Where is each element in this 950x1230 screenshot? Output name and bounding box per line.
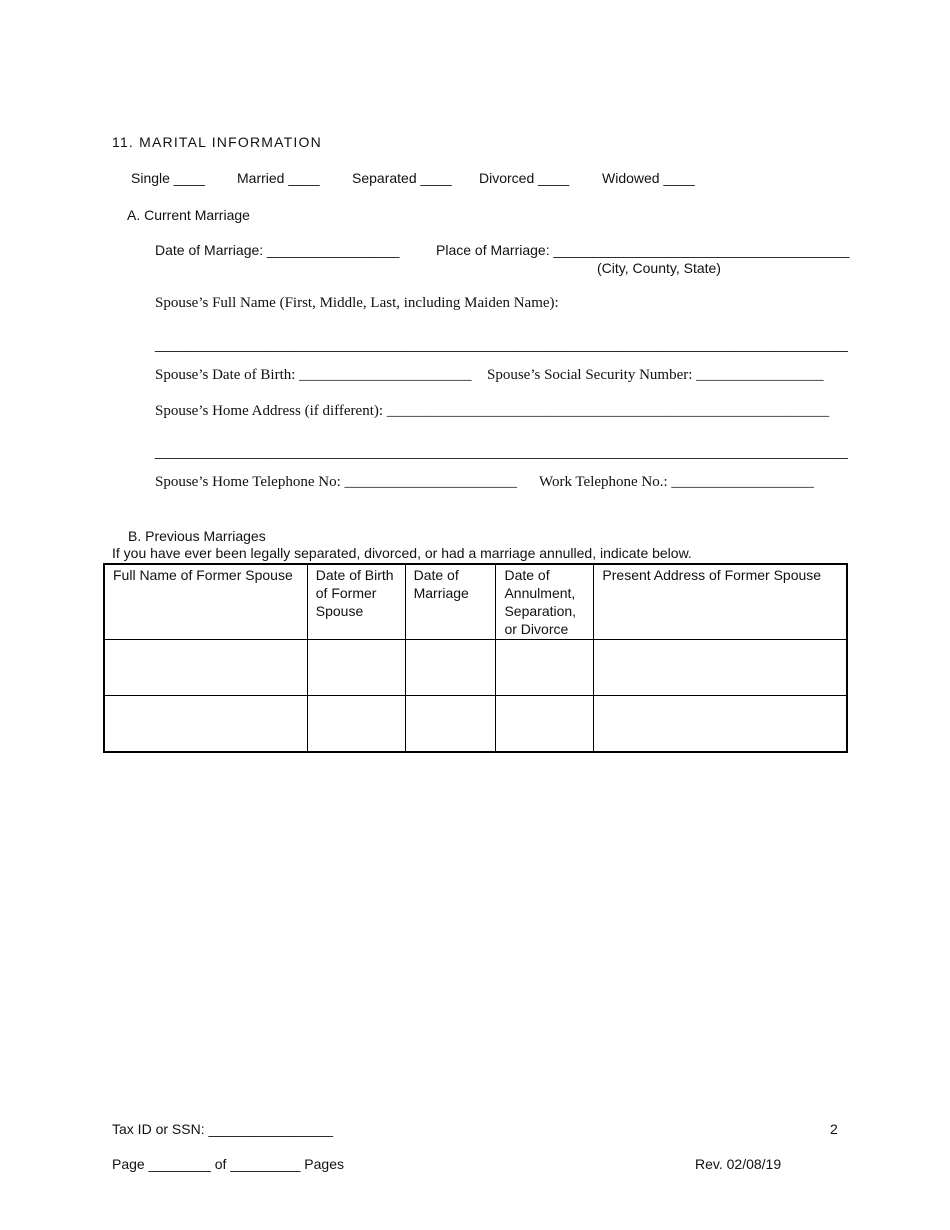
- cell-former-spouse-dob[interactable]: [307, 640, 405, 696]
- previous-marriages-heading: B. Previous Marriages: [128, 528, 266, 544]
- cell-former-spouse-name[interactable]: [104, 696, 307, 753]
- cell-former-spouse-name[interactable]: [104, 640, 307, 696]
- cell-date-of-marriage[interactable]: [405, 640, 496, 696]
- spouse-ssn-field[interactable]: Spouse’s Social Security Number: _________________: [487, 367, 824, 383]
- cell-date-of-dissolution[interactable]: [496, 696, 594, 753]
- previous-marriages-instruction: If you have ever been legally separated, divorced, or had a marriage annulled, indicate below.: [112, 545, 692, 561]
- place-of-marriage-field[interactable]: Place of Marriage: ______________________________________: [436, 242, 850, 258]
- cell-former-spouse-dob[interactable]: [307, 696, 405, 753]
- date-of-marriage-field[interactable]: Date of Marriage: _________________: [155, 242, 400, 258]
- spouse-full-name-field[interactable]: _________________________________________________________________________________________: [155, 336, 848, 352]
- cell-former-spouse-address[interactable]: [594, 696, 847, 753]
- page-number: 2: [830, 1121, 838, 1137]
- status-single-field[interactable]: Single ____: [131, 170, 205, 186]
- status-separated-field[interactable]: Separated ____: [352, 170, 452, 186]
- current-marriage-heading: A. Current Marriage: [127, 207, 250, 223]
- spouse-dob-field[interactable]: Spouse’s Date of Birth: _______________________: [155, 367, 472, 383]
- cell-former-spouse-address[interactable]: [594, 640, 847, 696]
- table-header-row: [104, 564, 847, 640]
- table-row: [104, 640, 847, 696]
- status-widowed-field[interactable]: Widowed ____: [602, 170, 695, 186]
- previous-marriages-table: [103, 563, 848, 753]
- spouse-full-name-label: Spouse’s Full Name (First, Middle, Last, including Maiden Name):: [155, 295, 559, 311]
- tax-id-field[interactable]: Tax ID or SSN: ________________: [112, 1121, 334, 1137]
- page-of-pages-field[interactable]: Page ________ of _________ Pages: [112, 1156, 344, 1172]
- cell-date-of-marriage[interactable]: [405, 696, 496, 753]
- spouse-address-line2-field[interactable]: _________________________________________________________________________________________: [155, 443, 848, 459]
- col-former-spouse-name: Full Name of Former Spouse: [104, 564, 307, 640]
- cell-date-of-dissolution[interactable]: [496, 640, 594, 696]
- col-date-of-marriage: Date of Marriage: [405, 564, 496, 640]
- spouse-address-field[interactable]: Spouse’s Home Address (if different): ___________________________________________________________: [155, 403, 830, 419]
- status-married-field[interactable]: Married ____: [237, 170, 320, 186]
- spouse-home-phone-field[interactable]: Spouse’s Home Telephone No: _______________________: [155, 474, 517, 490]
- revision-date: Rev. 02/08/19: [695, 1156, 782, 1172]
- col-former-spouse-dob: Date of Birth of Former Spouse: [307, 564, 405, 640]
- place-of-marriage-hint: (City, County, State): [597, 260, 721, 276]
- status-divorced-field[interactable]: Divorced ____: [479, 170, 570, 186]
- work-phone-field[interactable]: Work Telephone No.: ___________________: [539, 474, 814, 490]
- table-row: [104, 696, 847, 753]
- section-title: 11. MARITAL INFORMATION: [112, 134, 322, 150]
- col-former-spouse-address: Present Address of Former Spouse: [594, 564, 847, 640]
- col-date-of-dissolution: Date of Annulment, Separation, or Divorce: [496, 564, 594, 640]
